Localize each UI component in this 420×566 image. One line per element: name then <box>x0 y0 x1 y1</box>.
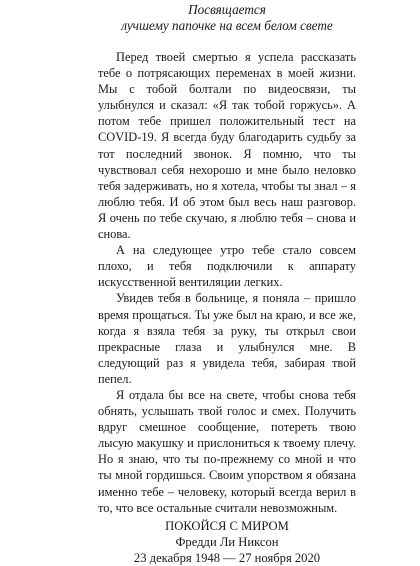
dedication-line-2: лучшему папочке на всем белом свете <box>121 18 333 33</box>
paragraph-1: Перед твоей смертью я успела рассказать тебе о потрясающих переменах в моей жизни. Мы с тобой болтали по видеосвязи, ты улыбнулся и сказал: «Я так тобой горжусь». А потом тебе пришел положительный тест на COVID-19. Я всегда буду благодарить судьбу за тот последний звонок. Я помню, что ты чувствовал себя нехорошо и мне было неловко тебя задерживать, но я хотела, чтобы ты знал – я люблю тебя. И об этом был весь наш разговор. Я очень по тебе скучаю, я люблю тебя – снова и снова. <box>98 50 356 242</box>
body-text <box>98 49 356 516</box>
deceased-name: Фредди Ли Никсон <box>175 534 279 549</box>
life-dates: 23 декабря 1948 — 27 ноября 2020 <box>133 550 321 565</box>
rest-in-peace: ПОКОЙСЯ С МИРОМ <box>165 518 289 533</box>
dedication <box>98 2 356 34</box>
dedication-line-1: Посвящается <box>188 2 266 17</box>
paragraph-4: Я отдала бы все на свете, чтобы снова тебя обнять, услышать твой голос и смех. Получить вдруг смешное сообщение, потереть твою лысую макушку и прислониться к твоему плечу. Но я знаю, что ты по-прежнему со мной и что ты мной гордишься. Своим упорством я обязана именно тебе – человеку, который всегда верил в то, что все остальные считали невозможным. <box>98 387 356 515</box>
memorial-block <box>98 518 356 566</box>
paragraph-2: А на следующее утро тебе стало совсем плохо, и тебя подключили к аппарату искусственной вентиляции легких. <box>98 243 356 290</box>
paragraph-3: Увидев тебя в больнице, я поняла – пришло время прощаться. Ты уже был на краю, и все же, когда я взяла тебя за руку, ты открыл свои прекрасные глаза и улыбнулся мне. В следующий раз я увидела тебя, забирая твой пепел. <box>98 291 356 386</box>
